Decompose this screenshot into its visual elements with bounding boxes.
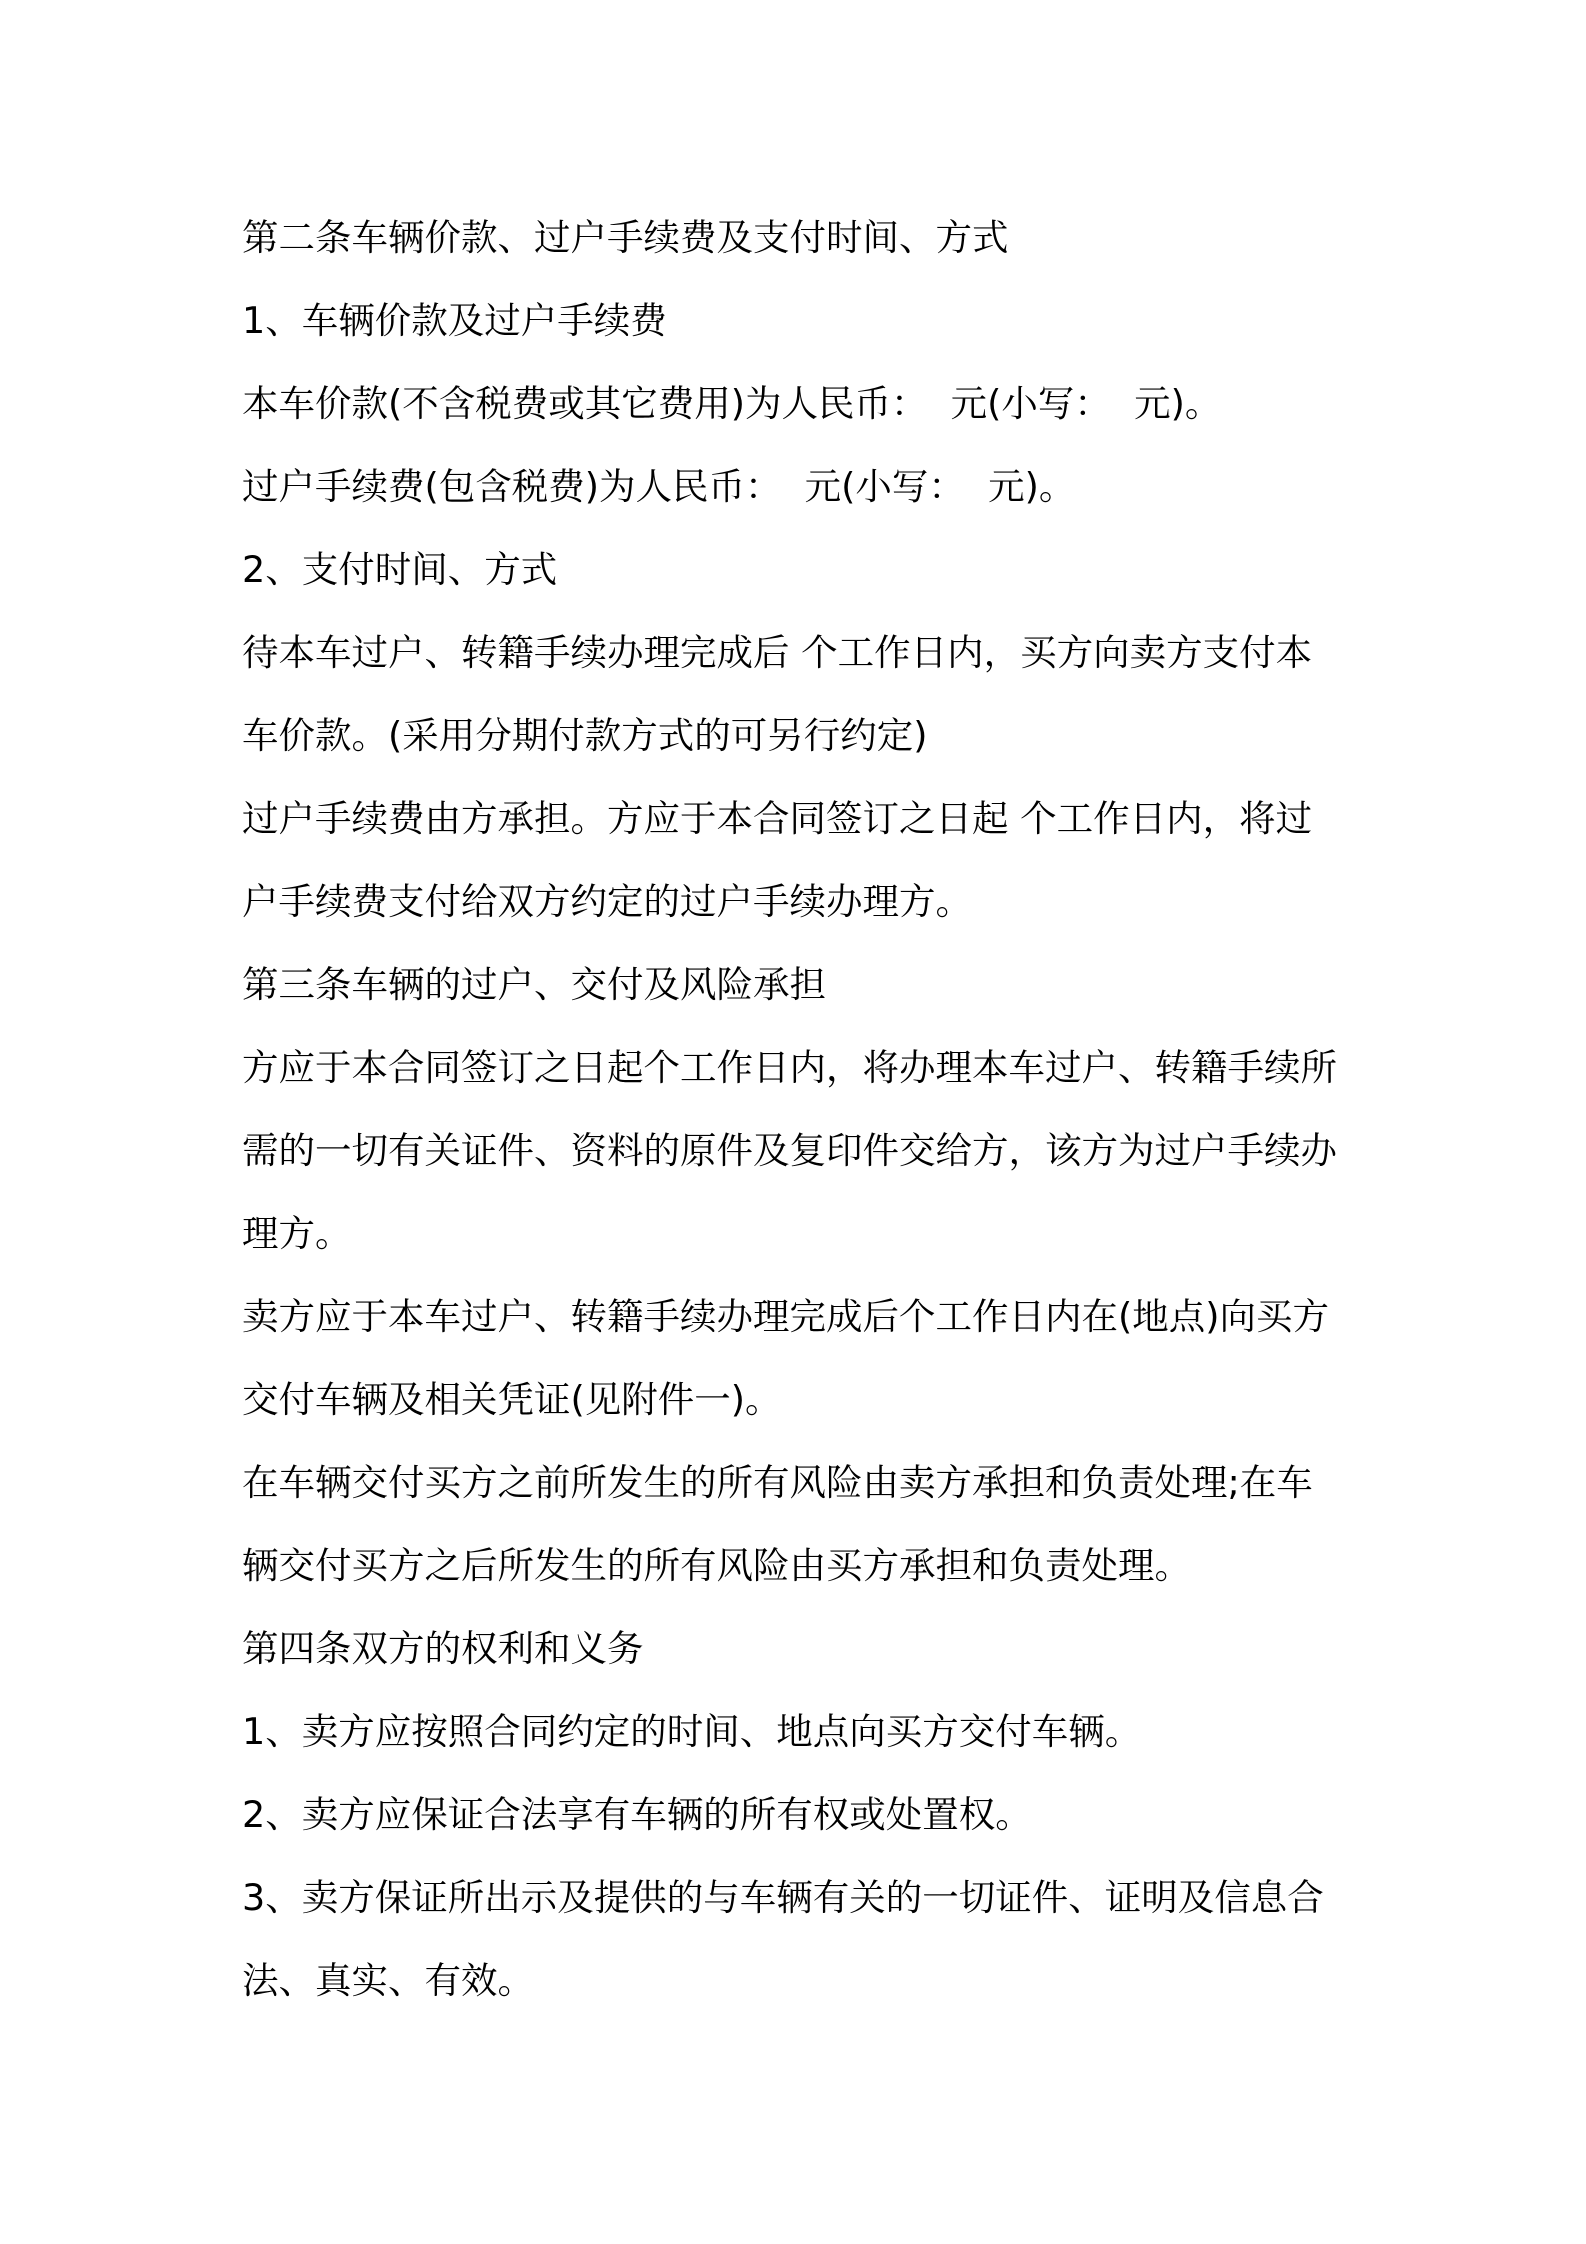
paragraph-line: 理方。 — [242, 1212, 352, 1255]
list-item: 3、卖方保证所出示及提供的与车辆有关的一切证件、证明及信息合 — [242, 1876, 1324, 1919]
paragraph-line: 在车辆交付买方之前所发生的所有风险由卖方承担和负责处理;在车 — [242, 1461, 1313, 1504]
paragraph-line: 车价款。(采用分期付款方式的可另行约定) — [242, 714, 928, 757]
list-item: 1、卖方应按照合同约定的时间、地点向买方交付车辆。 — [242, 1710, 1142, 1753]
section-1-heading: 1、车辆价款及过户手续费 — [242, 299, 667, 342]
paragraph-line: 卖方应于本车过户、转籍手续办理完成后个工作日内在(地点)向买方 — [242, 1295, 1329, 1338]
article-3-heading: 第三条车辆的过户、交付及风险承担 — [242, 963, 826, 1006]
article-4-heading: 第四条双方的权利和义务 — [242, 1627, 644, 1670]
document-body — [242, 196, 1362, 2022]
paragraph-line: 过户手续费由方承担。方应于本合同签订之日起 个工作日内，将过 — [242, 797, 1313, 840]
paragraph-line: 户手续费支付给双方约定的过户手续办理方。 — [242, 880, 972, 923]
paragraph-line: 方应于本合同签订之日起个工作日内，将办理本车过户、转籍手续所 — [242, 1046, 1337, 1089]
list-item: 2、卖方应保证合法享有车辆的所有权或处置权。 — [242, 1793, 1032, 1836]
paragraph-line: 待本车过户、转籍手续办理完成后 个工作日内，买方向卖方支付本 — [242, 631, 1313, 674]
transfer-fee-line: 过户手续费(包含税费)为人民币： 元(小写： 元)。 — [242, 465, 1076, 508]
article-2-heading: 第二条车辆价款、过户手续费及支付时间、方式 — [242, 216, 1009, 259]
vehicle-price-line: 本车价款(不含税费或其它费用)为人民币： 元(小写： 元)。 — [242, 382, 1222, 425]
section-2-heading: 2、支付时间、方式 — [242, 548, 558, 591]
paragraph-line: 需的一切有关证件、资料的原件及复印件交给方，该方为过户手续办 — [242, 1129, 1337, 1172]
paragraph-line: 辆交付买方之后所发生的所有风险由买方承担和负责处理。 — [242, 1544, 1191, 1587]
list-item-continuation: 法、真实、有效。 — [242, 1959, 534, 2002]
paragraph-line: 交付车辆及相关凭证(见附件一)。 — [242, 1378, 782, 1421]
